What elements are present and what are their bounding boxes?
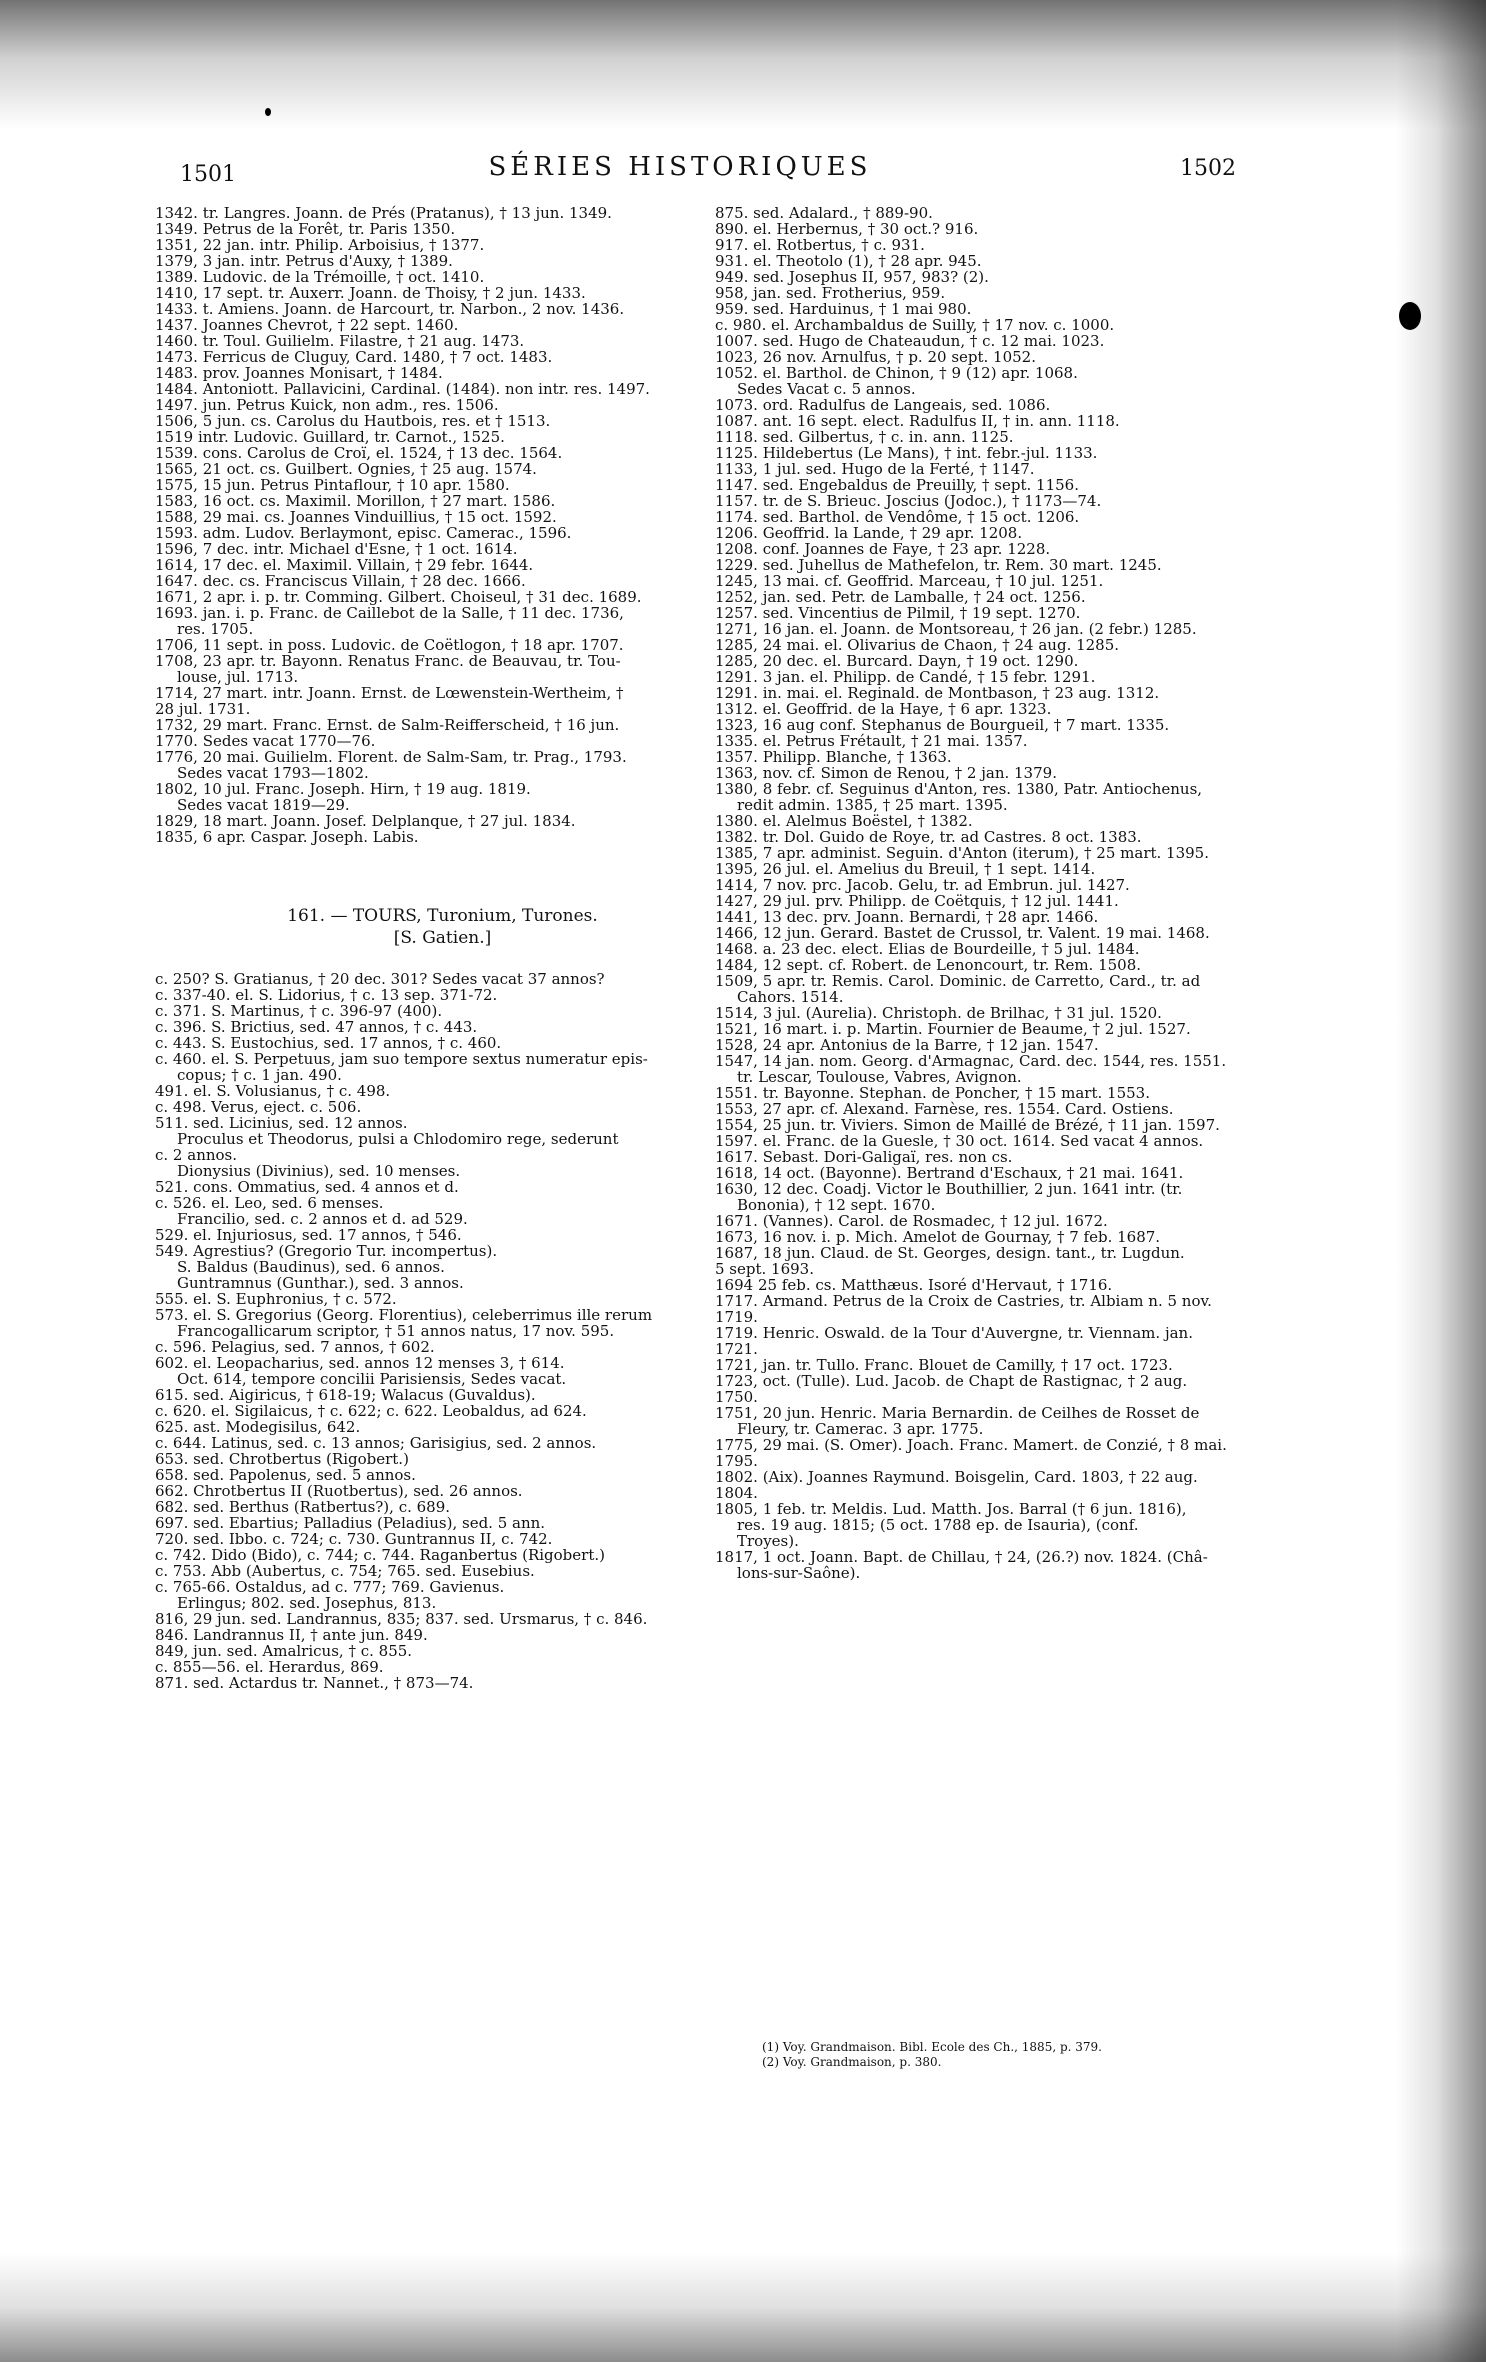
entry-line: 1547, 14 jan. nom. Georg. d'Armagnac, Card. dec. 1544, res. 1551. [715, 1053, 1227, 1069]
entry-line: 1802, 10 jul. Franc. Joseph. Hirn, † 19 aug. 1819. [155, 781, 531, 797]
entry-line: 1118. sed. Gilbertus, † c. in. ann. 1125. [715, 429, 1014, 445]
entry-line: 949. sed. Josephus II, 957, 983? (2). [715, 269, 989, 285]
entry-line: 1723, oct. (Tulle). Lud. Jacob. de Chapt de Rastignac, † 2 aug. [715, 1373, 1188, 1389]
entry-line: 1125. Hildebertus (Le Mans), † int. febr.-jul. 1133. [715, 445, 1098, 461]
entry-line: 1414, 7 nov. prc. Jacob. Gelu, tr. ad Embrun. jul. 1427. [715, 877, 1130, 893]
entry-line: c. 526. el. Leo, sed. 6 menses. [155, 1195, 384, 1211]
entry-line: 958, jan. sed. Frotherius, 959. [715, 285, 946, 301]
entry-line: 1174. sed. Barthol. de Vendôme, † 15 oct. 1206. [715, 509, 1080, 525]
entry-line: 1323, 16 aug conf. Stephanus de Bourgueil, † 7 mart. 1335. [715, 717, 1170, 733]
entry-line: 1357. Philipp. Blanche, † 1363. [715, 749, 952, 765]
entry-line: Troyes). [737, 1533, 799, 1549]
entry-line: 1509, 5 apr. tr. Remis. Carol. Dominic. de Carretto, Card., tr. ad [715, 973, 1201, 989]
entry-line: 1597. el. Franc. de la Guesle, † 30 oct. 1614. Sed vacat 4 annos. [715, 1133, 1204, 1149]
entry-line: 1342. tr. Langres. Joann. de Prés (Pratanus), † 13 jun. 1349. [155, 205, 612, 221]
entry-line: 1147. sed. Engebaldus de Preuilly, † sept. 1156. [715, 477, 1079, 493]
entry-line: 1291. 3 jan. el. Philipp. de Candé, † 15 febr. 1291. [715, 669, 1096, 685]
entry-line: 1229. sed. Juhellus de Mathefelon, tr. Rem. 30 mart. 1245. [715, 557, 1162, 573]
entry-line: 871. sed. Actardus tr. Nannet., † 873—74. [155, 1675, 474, 1691]
entry-line: 1708, 23 apr. tr. Bayonn. Renatus Franc. de Beauvau, tr. Tou- [155, 653, 621, 669]
ink-speck [265, 108, 271, 116]
scan-shadow-right [1396, 0, 1486, 2362]
entry-line: 549. Agrestius? (Gregorio Tur. incompertus). [155, 1243, 498, 1259]
entry-line: 1312. el. Geoffrid. de la Haye, † 6 apr. 1323. [715, 701, 1052, 717]
entry-line: Dionysius (Divinius), sed. 10 menses. [177, 1163, 461, 1179]
entry-line: 1208. conf. Joannes de Faye, † 23 apr. 1228. [715, 541, 1051, 557]
entry-line: 1349. Petrus de la Forêt, tr. Paris 1350. [155, 221, 456, 237]
page-header [0, 150, 1486, 190]
entry-line: 1717. Armand. Petrus de la Croix de Castries, tr. Albiam n. 5 nov. [715, 1293, 1212, 1309]
entry-line: 1285, 24 mai. el. Olivarius de Chaon, † 24 aug. 1285. [715, 637, 1120, 653]
entry-line: c. 498. Verus, eject. c. 506. [155, 1099, 362, 1115]
entry-line: 1671, 2 apr. i. p. tr. Comming. Gilbert. Choiseul, † 31 dec. 1689. [155, 589, 642, 605]
entry-line: Francilio, sed. c. 2 annos et d. ad 529. [177, 1211, 468, 1227]
right-entries [715, 205, 1300, 1581]
entry-line: 1483. prov. Joannes Monisart, † 1484. [155, 365, 443, 381]
entry-line: 1351, 22 jan. intr. Philip. Arboisius, † 1377. [155, 237, 485, 253]
entry-line: 625. ast. Modegisilus, 642. [155, 1419, 361, 1435]
entry-line: 931. el. Theotolo (1), † 28 apr. 945. [715, 253, 982, 269]
entry-line: 1519 intr. Ludovic. Guillard, tr. Carnot., 1525. [155, 429, 505, 445]
entry-line: 1528, 24 apr. Antonius de la Barre, † 12 jan. 1547. [715, 1037, 1099, 1053]
entry-line: 1395, 26 jul. el. Amelius du Breuil, † 1 sept. 1414. [715, 861, 1096, 877]
entry-line: 1673, 16 nov. i. p. Mich. Amelot de Gournay, † 7 feb. 1687. [715, 1229, 1161, 1245]
entry-line: S. Baldus (Baudinus), sed. 6 annos. [177, 1259, 445, 1275]
entry-line: 1521, 16 mart. i. p. Martin. Fournier de Beaume, † 2 jul. 1527. [715, 1021, 1191, 1037]
entry-line: 529. el. Injuriosus, sed. 17 annos, † 546. [155, 1227, 462, 1243]
entry-line: 1721, jan. tr. Tullo. Franc. Blouet de Camilly, † 17 oct. 1723. [715, 1357, 1173, 1373]
entry-line: c. 250? S. Gratianus, † 20 dec. 301? Sedes vacat 37 annos? [155, 971, 605, 987]
entry-line: 555. el. S. Euphronius, † c. 572. [155, 1291, 397, 1307]
right-column [715, 205, 1300, 1581]
entry-line: Francogallicarum scriptor, † 51 annos natus, 17 nov. 595. [177, 1323, 615, 1339]
entry-line: 1133, 1 jul. sed. Hugo de la Ferté, † 1147. [715, 461, 1035, 477]
scan-shadow-bottom [0, 2252, 1486, 2362]
entry-line: 1565, 21 oct. cs. Guilbert. Ognies, † 25 aug. 1574. [155, 461, 537, 477]
entry-line: 1087. ant. 16 sept. elect. Radulfus II, † in. ann. 1118. [715, 413, 1120, 429]
entry-line: c. 460. el. S. Perpetuus, jam suo tempore sextus numeratur epis- [155, 1051, 648, 1067]
entry-line: Oct. 614, tempore concilii Parisiensis, Sedes vacat. [177, 1371, 567, 1387]
entry-line: 697. sed. Ebartius; Palladius (Peladius), sed. 5 ann. [155, 1515, 546, 1531]
entry-line: 1073. ord. Radulfus de Langeais, sed. 1086. [715, 397, 1051, 413]
entry-line: Proculus et Theodorus, pulsi a Chlodomiro rege, sederunt [177, 1131, 619, 1147]
entry-line: 1007. sed. Hugo de Chateaudun, † c. 12 mai. 1023. [715, 333, 1105, 349]
entry-line: 521. cons. Ommatius, sed. 4 annos et d. [155, 1179, 459, 1195]
entry-line: 1468. a. 23 dec. elect. Elias de Bourdeille, † 5 jul. 1484. [715, 941, 1140, 957]
entry-line: Bononia), † 12 sept. 1670. [737, 1197, 936, 1213]
entry-line: 1694 25 feb. cs. Matthæus. Isoré d'Hervaut, † 1716. [715, 1277, 1113, 1293]
entry-line: 1427, 29 jul. prv. Philipp. de Coëtquis, † 12 jul. 1441. [715, 893, 1119, 909]
entry-line: 1687, 18 jun. Claud. de St. Georges, design. tant., tr. Lugdun. [715, 1245, 1185, 1261]
entry-line: 511. sed. Licinius, sed. 12 annos. [155, 1115, 408, 1131]
entry-line: 959. sed. Harduinus, † 1 mai 980. [715, 301, 972, 317]
entry-line: 1506, 5 jun. cs. Carolus du Hautbois, res. et † 1513. [155, 413, 551, 429]
entry-line: 1732, 29 mart. Franc. Ernst. de Salm-Reifferscheid, † 16 jun. [155, 717, 620, 733]
entry-line: 849, jun. sed. Amalricus, † c. 855. [155, 1643, 413, 1659]
entry-line: 1410, 17 sept. tr. Auxerr. Joann. de Thoisy, † 2 jun. 1433. [155, 285, 586, 301]
entry-line: Erlingus; 802. sed. Josephus, 813. [177, 1595, 437, 1611]
entry-line: 1380. el. Alelmus Boëstel, † 1382. [715, 813, 973, 829]
entry-line: 1721. [715, 1341, 758, 1357]
scan-shadow-top [0, 0, 1486, 130]
entry-line: Cahors. 1514. [737, 989, 844, 1005]
entry-line: copus; † c. 1 jan. 490. [177, 1067, 342, 1083]
entry-line: 917. el. Rotbertus, † c. 931. [715, 237, 925, 253]
entry-line: Sedes vacat 1819—29. [177, 797, 350, 813]
page-number-right: 1502 [1180, 156, 1236, 181]
footnotes [740, 2040, 1260, 2070]
entry-line: 662. Chrotbertus II (Ruotbertus), sed. 26 annos. [155, 1483, 523, 1499]
page-number-left: 1501 [180, 162, 236, 187]
entry-line: 491. el. S. Volusianus, † c. 498. [155, 1083, 391, 1099]
entry-line: 1385, 7 apr. administ. Seguin. d'Anton (iterum), † 25 mart. 1395. [715, 845, 1209, 861]
entry-line: Guntramnus (Gunthar.), sed. 3 annos. [177, 1275, 464, 1291]
entry-line: 1805, 1 feb. tr. Meldis. Lud. Matth. Jos. Barral († 6 jun. 1816), [715, 1501, 1187, 1517]
entry-line: 1285, 20 dec. el. Burcard. Dayn, † 19 oct. 1290. [715, 653, 1079, 669]
entry-line: 1484. Antoniott. Pallavicini, Cardinal. (1484). non intr. res. 1497. [155, 381, 650, 397]
entry-line: 1291. in. mai. el. Reginald. de Montbason, † 23 aug. 1312. [715, 685, 1160, 701]
entry-line: 1647. dec. cs. Franciscus Villain, † 28 dec. 1666. [155, 573, 526, 589]
entry-line: 1706, 11 sept. in poss. Ludovic. de Coëtlogon, † 18 apr. 1707. [155, 637, 624, 653]
entry-line: 1802. (Aix). Joannes Raymund. Boisgelin, Card. 1803, † 22 aug. [715, 1469, 1198, 1485]
entry-line: c. 2 annos. [155, 1147, 238, 1163]
entry-line: 875. sed. Adalard., † 889-90. [715, 205, 933, 221]
entry-line: 1497. jun. Petrus Kuick, non adm., res. 1506. [155, 397, 499, 413]
entry-line: 1335. el. Petrus Frétault, † 21 mai. 1357. [715, 733, 1028, 749]
entry-line: louse, jul. 1713. [177, 669, 299, 685]
entry-line: 1575, 15 jun. Petrus Pintaflour, † 10 apr. 1580. [155, 477, 510, 493]
entry-line: c. 396. S. Brictius, sed. 47 annos, † c. 443. [155, 1019, 478, 1035]
entry-line: 1363, nov. cf. Simon de Renou, † 2 jan. 1379. [715, 765, 1057, 781]
entry-line: 1382. tr. Dol. Guido de Roye, tr. ad Castres. 8 oct. 1383. [715, 829, 1142, 845]
entry-line: 1389. Ludovic. de la Trémoille, † oct. 1410. [155, 269, 485, 285]
entry-line: 1617. Sebast. Dori-Galigaï, res. non cs. [715, 1149, 1013, 1165]
entry-line: 1052. el. Barthol. de Chinon, † 9 (12) apr. 1068. [715, 365, 1078, 381]
left-column [155, 205, 710, 1691]
ink-speck [1399, 302, 1421, 330]
entry-line: 1466, 12 jun. Gerard. Bastet de Crussol, tr. Valent. 19 mai. 1468. [715, 925, 1210, 941]
entry-line: 1437. Joannes Chevrot, † 22 sept. 1460. [155, 317, 459, 333]
entry-line: 890. el. Herbernus, † 30 oct.? 916. [715, 221, 979, 237]
entry-line: c. 855—56. el. Herardus, 869. [155, 1659, 384, 1675]
entry-line: 1618, 14 oct. (Bayonne). Bertrand d'Eschaux, † 21 mai. 1641. [715, 1165, 1184, 1181]
entry-line: 1795. [715, 1453, 758, 1469]
entry-line: 1693. jan. i. p. Franc. de Caillebot de la Salle, † 11 dec. 1736, [155, 605, 624, 621]
entry-line: 1775, 29 mai. (S. Omer). Joach. Franc. Mamert. de Conzié, † 8 mai. [715, 1437, 1227, 1453]
entry-line: 720. sed. Ibbo. c. 724; c. 730. Guntrannus II, c. 742. [155, 1531, 553, 1547]
entry-line: (2) Voy. Grandmaison, p. 380. [762, 2055, 942, 2069]
entry-line: 1751, 20 jun. Henric. Maria Bernardin. de Ceilhes de Rosset de [715, 1405, 1200, 1421]
entry-line: c. 742. Dido (Bido), c. 744; c. 744. Raganbertus (Rigobert.) [155, 1547, 605, 1563]
entry-line: 1206. Geoffrid. la Lande, † 29 apr. 1208. [715, 525, 1023, 541]
entry-line: 573. el. S. Gregorius (Georg. Florentius), celeberrimus ille rerum [155, 1307, 653, 1323]
entry-line: 1271, 16 jan. el. Joann. de Montsoreau, † 26 jan. (2 febr.) 1285. [715, 621, 1197, 637]
entry-line: res. 1705. [177, 621, 254, 637]
entry-line: 846. Landrannus II, † ante jun. 849. [155, 1627, 428, 1643]
entry-line: 1596, 7 dec. intr. Michael d'Esne, † 1 oct. 1614. [155, 541, 518, 557]
section-title: 161. — TOURS, Turonium, Turones. [287, 906, 598, 926]
entry-line: res. 19 aug. 1815; (5 oct. 1788 ep. de Isauria), (conf. [737, 1517, 1139, 1533]
entry-line: 1835, 6 apr. Caspar. Joseph. Labis. [155, 829, 419, 845]
entry-line: 28 jul. 1731. [155, 701, 251, 717]
entry-line: 1770. Sedes vacat 1770—76. [155, 733, 376, 749]
entry-line: 1719. Henric. Oswald. de la Tour d'Auvergne, tr. Viennam. jan. [715, 1325, 1193, 1341]
entry-line: (1) Voy. Grandmaison. Bibl. Ecole des Ch., 1885, p. 379. [762, 2040, 1102, 2054]
entry-line: 1484, 12 sept. cf. Robert. de Lenoncourt, tr. Rem. 1508. [715, 957, 1142, 973]
entry-line: 1157. tr. de S. Brieuc. Joscius (Jodoc.), † 1173—74. [715, 493, 1102, 509]
entry-line: 5 sept. 1693. [715, 1261, 814, 1277]
entry-line: 682. sed. Berthus (Ratbertus?), c. 689. [155, 1499, 451, 1515]
entry-line: 1023, 26 nov. Arnulfus, † p. 20 sept. 1052. [715, 349, 1036, 365]
entry-line: 653. sed. Chrotbertus (Rigobert.) [155, 1451, 409, 1467]
entry-line: 1719. [715, 1309, 758, 1325]
entry-line: c. 596. Pelagius, sed. 7 annos, † 602. [155, 1339, 435, 1355]
entry-line: 1583, 16 oct. cs. Maximil. Morillon, † 27 mart. 1586. [155, 493, 556, 509]
entry-line: c. 620. el. Sigilaicus, † c. 622; c. 622. Leobaldus, ad 624. [155, 1403, 587, 1419]
entry-line: 1551. tr. Bayonne. Stephan. de Poncher, † 15 mart. 1553. [715, 1085, 1150, 1101]
entry-line: 1829, 18 mart. Joann. Josef. Delplanque, † 27 jul. 1834. [155, 813, 576, 829]
entry-line: 1553, 27 apr. cf. Alexand. Farnèse, res. 1554. Card. Ostiens. [715, 1101, 1174, 1117]
entry-line: tr. Lescar, Toulouse, Vabres, Avignon. [737, 1069, 1022, 1085]
entry-line: Sedes Vacat c. 5 annos. [737, 381, 916, 397]
entry-line: c. 371. S. Martinus, † c. 396-97 (400). [155, 1003, 443, 1019]
entry-line: 1245, 13 mai. cf. Geoffrid. Marceau, † 10 jul. 1251. [715, 573, 1104, 589]
entry-line: 1460. tr. Toul. Guilielm. Filastre, † 21 aug. 1473. [155, 333, 525, 349]
entry-line: 1817, 1 oct. Joann. Bapt. de Chillau, † 24, (26.?) nov. 1824. (Châ- [715, 1549, 1208, 1565]
section-subtitle: [S. Gatien.] [393, 928, 492, 948]
entry-line: c. 644. Latinus, sed. c. 13 annos; Garisigius, sed. 2 annos. [155, 1435, 597, 1451]
entry-line: lons-sur-Saône). [737, 1565, 861, 1581]
entry-line: 1473. Ferricus de Cluguy, Card. 1480, † 7 oct. 1483. [155, 349, 553, 365]
entry-line: 1776, 20 mai. Guilielm. Florent. de Salm-Sam, tr. Prag., 1793. [155, 749, 627, 765]
entry-line: 1630, 12 dec. Coadj. Victor le Bouthillier, 2 jun. 1641 intr. (tr. [715, 1181, 1183, 1197]
entry-line: 1804. [715, 1485, 758, 1501]
entry-line: 1257. sed. Vincentius de Pilmil, † 19 sept. 1270. [715, 605, 1081, 621]
section-gap [155, 845, 710, 905]
entry-line: 1671. (Vannes). Carol. de Rosmadec, † 12 jul. 1672. [715, 1213, 1108, 1229]
entry-line: c. 980. el. Archambaldus de Suilly, † 17 nov. c. 1000. [715, 317, 1115, 333]
entry-line: c. 443. S. Eustochius, sed. 17 annos, † c. 460. [155, 1035, 502, 1051]
entry-line: 1252, jan. sed. Petr. de Lamballe, † 24 oct. 1256. [715, 589, 1086, 605]
entry-line: 1554, 25 jun. tr. Viviers. Simon de Maillé de Brézé, † 11 jan. 1597. [715, 1117, 1220, 1133]
entry-line: 1380, 8 febr. cf. Seguinus d'Anton, res. 1380, Patr. Antiochenus, [715, 781, 1203, 797]
entry-line: 658. sed. Papolenus, sed. 5 annos. [155, 1467, 416, 1483]
entry-line: Sedes vacat 1793—1802. [177, 765, 369, 781]
entry-line: 1379, 3 jan. intr. Petrus d'Auxy, † 1389. [155, 253, 453, 269]
entry-line: c. 753. Abb (Aubertus, c. 754; 765. sed. Eusebius. [155, 1563, 535, 1579]
left-entries-top [155, 205, 710, 845]
entry-line: c. 337-40. el. S. Lidorius, † c. 13 sep. 371-72. [155, 987, 498, 1003]
entry-line: redit admin. 1385, † 25 mart. 1395. [737, 797, 1008, 813]
entry-line: 1433. t. Amiens. Joann. de Harcourt, tr. Narbon., 2 nov. 1436. [155, 301, 625, 317]
entry-line: 1614, 17 dec. el. Maximil. Villain, † 29 febr. 1644. [155, 557, 534, 573]
entry-line: 615. sed. Aigiricus, † 618-19; Walacus (Guvaldus). [155, 1387, 536, 1403]
entry-line: 816, 29 jun. sed. Landrannus, 835; 837. sed. Ursmarus, † c. 846. [155, 1611, 648, 1627]
entry-line: 1750. [715, 1389, 758, 1405]
entry-line: 1593. adm. Ludov. Berlaymont, episc. Camerac., 1596. [155, 525, 572, 541]
entry-line: 1714, 27 mart. intr. Joann. Ernst. de Lœwenstein-Wertheim, † [155, 685, 624, 701]
left-entries-bottom [155, 971, 710, 1691]
running-title: SÉRIES HISTORIQUES [488, 152, 872, 182]
entry-line: 1441, 13 dec. prv. Joann. Bernardi, † 28 apr. 1466. [715, 909, 1099, 925]
entry-line: 1588, 29 mai. cs. Joannes Vinduillius, † 15 oct. 1592. [155, 509, 557, 525]
entry-line: 1539. cons. Carolus de Croï, el. 1524, † 13 dec. 1564. [155, 445, 563, 461]
entry-line: Fleury, tr. Camerac. 3 apr. 1775. [737, 1421, 984, 1437]
entry-line: 1514, 3 jul. (Aurelia). Christoph. de Brilhac, † 31 jul. 1520. [715, 1005, 1162, 1021]
entry-line: 602. el. Leopacharius, sed. annos 12 menses 3, † 614. [155, 1355, 565, 1371]
entry-line: c. 765-66. Ostaldus, ad c. 777; 769. Gavienus. [155, 1579, 505, 1595]
